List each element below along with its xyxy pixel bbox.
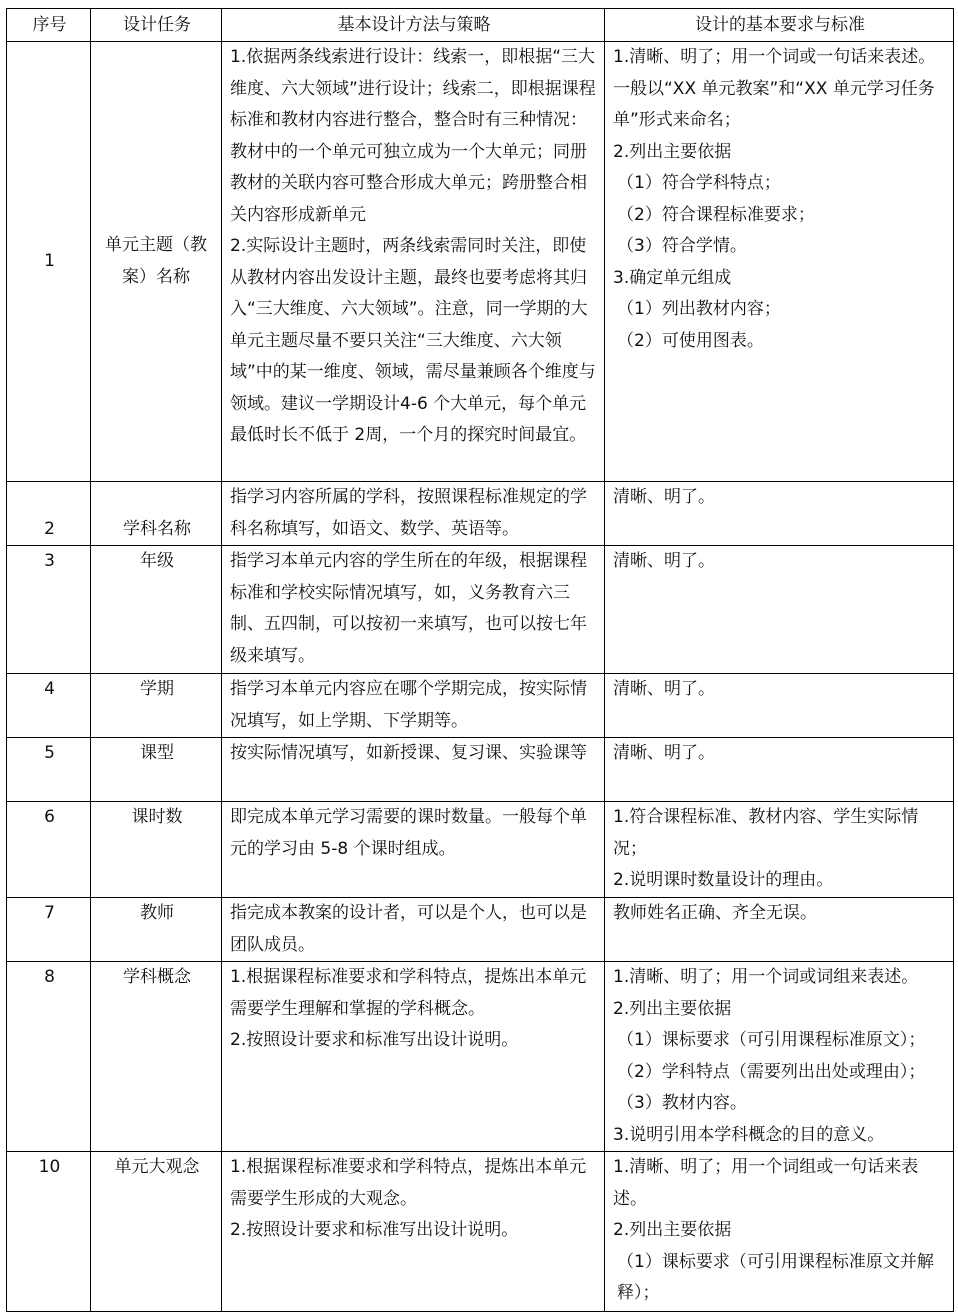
cell-method xyxy=(222,898,605,962)
standard-line: （2）符合课程标准要求； xyxy=(617,204,815,225)
method-paragraph: 2.实际设计主题时，两条线索需同时关注，即使从教材内容出发设计主题，最终也要考虑将其归入“三大维度、六大领域”。注意，同一学期的大单元主题尽量不要只关注“三大维度、六大领域”中的某一维度、领域，需尽量兼顾各个维度与领域。建议一学期设计4-6 个大单元，每个单元最低时长不低于 2周，一个月的探究时间最宜。 xyxy=(230,236,596,445)
cell-task: 年级 xyxy=(91,546,222,674)
table-row xyxy=(7,546,954,674)
table-row xyxy=(7,962,954,1152)
table-row xyxy=(7,1152,954,1312)
cell-no: 2 xyxy=(7,482,91,546)
cell-standard xyxy=(605,546,954,674)
method-paragraph: 1.依据两条线索进行设计：线索一，即根据“三大维度、六大领域”进行设计；线索二，即根据课程标准和教材内容进行整合，整合时有三种情况：教材中的一个单元可独立成为一个大单元；同册教材的关联内容可整合形成大单元；跨册整合相关内容形成新单元 xyxy=(230,47,596,225)
cell-method xyxy=(222,962,605,1152)
table-body xyxy=(7,42,954,1312)
standard-line: 2.列出主要依据 xyxy=(613,1220,732,1240)
standard-line: 清晰、明了。 xyxy=(613,551,715,571)
cell-no: 4 xyxy=(7,674,91,738)
standard-line: （2）学科特点（需要列出出处或理由）； xyxy=(617,1061,926,1082)
cell-standard xyxy=(605,482,954,546)
standard-line: 清晰、明了。 xyxy=(613,487,715,507)
table-row xyxy=(7,482,954,546)
method-paragraph: 指学习内容所属的学科，按照课程标准规定的学科名称填写，如语文、数学、英语等。 xyxy=(230,487,587,539)
standard-line: （2）可使用图表。 xyxy=(617,330,764,351)
cell-no: 5 xyxy=(7,738,91,802)
standard-line: （1）课标要求（可引用课程标准原文）； xyxy=(617,1030,926,1050)
table-row xyxy=(7,674,954,738)
cell-no: 8 xyxy=(7,962,91,1152)
cell-method xyxy=(222,738,605,802)
standard-line: 3.说明引用本学科概念的目的意义。 xyxy=(613,1124,885,1145)
method-paragraph: 1.根据课程标准要求和学科特点，提炼出本单元需要学生理解和掌握的学科概念。 xyxy=(230,967,587,1019)
method-paragraph: 2.按照设计要求和标准写出设计说明。 xyxy=(230,1220,519,1240)
standard-line: （1）列出教材内容； xyxy=(617,299,781,319)
cell-standard xyxy=(605,962,954,1152)
header-standard: 设计的基本要求与标准 xyxy=(605,9,954,42)
cell-method xyxy=(222,546,605,674)
table-row xyxy=(7,802,954,898)
cell-no: 3 xyxy=(7,546,91,674)
standard-line: （1）课标要求（可引用课程标准原文并解释）； xyxy=(617,1251,934,1303)
cell-task: 学科概念 xyxy=(91,962,222,1152)
method-paragraph: 即完成本单元学习需要的课时数量。一般每个单元的学习由 5-8 个课时组成。 xyxy=(230,807,587,859)
cell-task: 单元大观念 xyxy=(91,1152,222,1312)
table-header-row xyxy=(7,9,954,42)
standard-line: 2.列出主要依据 xyxy=(613,141,732,162)
table-row xyxy=(7,738,954,802)
cell-method xyxy=(222,482,605,546)
standard-line: （1）符合学科特点； xyxy=(617,173,781,193)
standard-line: （3）教材内容。 xyxy=(617,1093,747,1113)
cell-method xyxy=(222,1152,605,1312)
cell-standard xyxy=(605,898,954,962)
cell-task: 单元主题（教案）名称 xyxy=(91,42,222,482)
method-paragraph: 指学习本单元内容的学生所在的年级，根据课程标准和学校实际情况填写，如，义务教育六三制、五四制，可以按初一来填写，也可以按七年级来填写。 xyxy=(230,551,587,666)
cell-standard xyxy=(605,674,954,738)
cell-method xyxy=(222,674,605,738)
standard-line: 2.列出主要依据 xyxy=(613,998,732,1019)
standard-line: 1.清晰、明了；用一个词或词组来表述。 xyxy=(613,967,919,987)
method-paragraph: 2.按照设计要求和标准写出设计说明。 xyxy=(230,1030,519,1050)
cell-standard xyxy=(605,802,954,898)
table-row xyxy=(7,42,954,482)
cell-method xyxy=(222,802,605,898)
cell-no: 6 xyxy=(7,802,91,898)
cell-no: 7 xyxy=(7,898,91,962)
cell-standard xyxy=(605,1152,954,1312)
table-row xyxy=(7,898,954,962)
method-paragraph: 指完成本教案的设计者，可以是个人，也可以是团队成员。 xyxy=(230,903,587,955)
standard-line: 2.说明课时数量设计的理由。 xyxy=(613,870,834,890)
standard-line: 教师姓名正确、齐全无误。 xyxy=(613,903,817,923)
cell-task: 课型 xyxy=(91,738,222,802)
cell-task: 课时数 xyxy=(91,802,222,898)
cell-task: 学科名称 xyxy=(91,482,222,546)
standard-line: 1.清晰、明了；用一个词组或一句话来表述。 xyxy=(613,1157,919,1209)
document-table-container xyxy=(6,8,954,1312)
unit-design-table xyxy=(6,8,954,1312)
cell-task: 教师 xyxy=(91,898,222,962)
standard-line: 1.符合课程标准、教材内容、学生实际情况； xyxy=(613,807,919,859)
header-no: 序号 xyxy=(7,9,91,42)
cell-method xyxy=(222,42,605,482)
header-method: 基本设计方法与策略 xyxy=(222,9,605,42)
cell-no: 1 xyxy=(7,42,91,482)
cell-standard xyxy=(605,738,954,802)
method-paragraph: 指学习本单元内容应在哪个学期完成，按实际情况填写，如上学期、下学期等。 xyxy=(230,679,587,731)
standard-line: 清晰、明了。 xyxy=(613,679,715,699)
method-paragraph: 按实际情况填写，如新授课、复习课、实验课等 xyxy=(230,743,587,763)
standard-line: 1.清晰、明了；用一个词或一句话来表述。一般以“XX 单元教案”和“XX 单元学习任务单”形式来命名； xyxy=(613,47,936,130)
standard-line: 3.确定单元组成 xyxy=(613,267,732,288)
method-paragraph: 1.根据课程标准要求和学科特点，提炼出本单元需要学生形成的大观念。 xyxy=(230,1157,587,1209)
header-task: 设计任务 xyxy=(91,9,222,42)
standard-line: 清晰、明了。 xyxy=(613,743,715,763)
cell-task: 学期 xyxy=(91,674,222,738)
cell-standard xyxy=(605,42,954,482)
standard-line: （3）符合学情。 xyxy=(617,236,747,256)
cell-no: 10 xyxy=(7,1152,91,1312)
